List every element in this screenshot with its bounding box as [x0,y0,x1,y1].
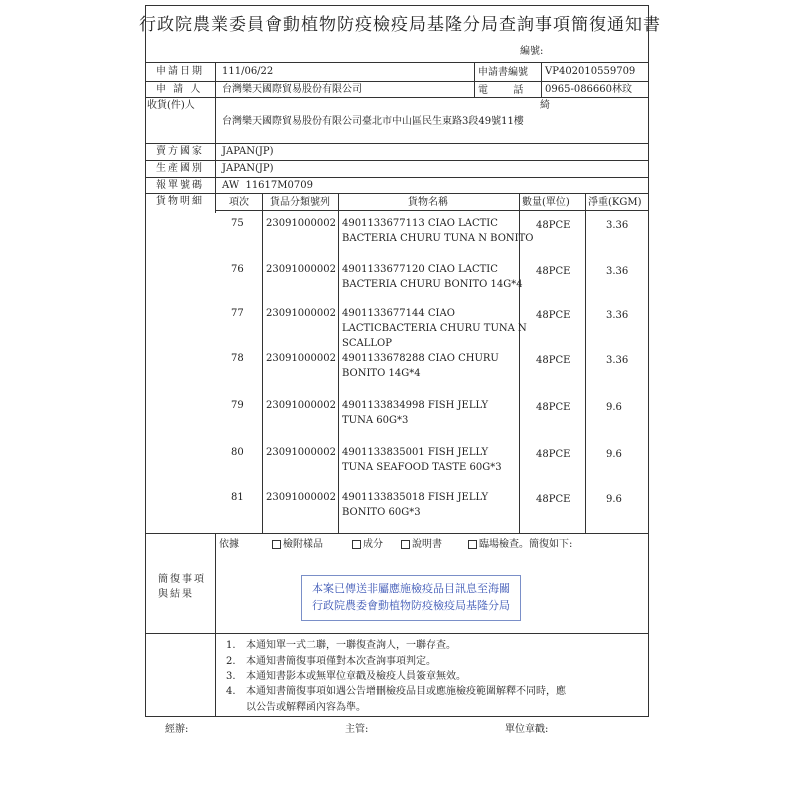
row-weight: 9.6 [606,494,622,505]
col-weight: 淨重(KGM) [588,197,642,208]
applicant-value: 台灣樂天國際貿易股份有限公司 [222,84,362,95]
rule [145,97,649,98]
row-item: 77 [231,308,244,319]
row-name-line-2: LACTICBACTERIA CHURU TUNA N [342,323,527,334]
goods-label: 貨物明細 [156,196,204,207]
row-item: 81 [231,492,244,503]
row-hs: 23091000002 [266,353,336,364]
rule [262,193,263,533]
app-no-value: VP402010559709 [545,66,636,77]
consignee-label: 收貨(件)人 [147,100,195,111]
row-name-line-2: BONITO 14G*4 [342,368,421,379]
rule [145,533,649,534]
row-weight: 3.36 [606,355,629,366]
row-hs: 23091000002 [266,447,336,458]
opt-inspection: 臨場檢查。簡復如下: [479,539,573,550]
row-weight: 3.36 [606,310,629,321]
rule [145,633,649,634]
consignee-value: 台灣樂天國際貿易股份有限公司臺北市中山區民生東路3段49號11樓 [222,116,524,127]
row-name-line-1: 4901133678288 CIAO CHURU [342,353,499,364]
origin-value: JAPAN(JP) [222,163,274,174]
rule [145,81,649,82]
row-qty: 48PCE [536,266,571,277]
serial-label: 編號: [520,46,544,57]
applicant-label: 申 請 人 [156,84,203,95]
rule [145,62,649,63]
app-no-label: 申請書編號 [478,67,528,78]
seller-value: JAPAN(JP) [222,146,274,157]
row-item: 76 [231,264,244,275]
row-name-line-1: 4901133677144 CIAO [342,308,455,319]
note-text: 本通知書簡復事項僅對本次查詢事項判定。 [246,656,436,667]
row-weight: 3.36 [606,220,629,231]
rule [541,62,542,97]
note-number: 1. [226,640,236,651]
row-qty: 48PCE [536,310,571,321]
checkbox-ingredient [352,540,361,549]
row-weight: 9.6 [606,402,622,413]
row-qty: 48PCE [536,220,571,231]
seal-label: 單位章戳: [505,724,549,735]
row-hs: 23091000002 [266,218,336,229]
row-name-line-1: 4901133677120 CIAO LACTIC [342,264,498,275]
row-weight: 9.6 [606,449,622,460]
rule [215,533,216,717]
row-item: 80 [231,447,244,458]
reply-label-1: 簡復事項 [158,574,206,585]
stamp-line-2: 行政院農委會動植物防疫檢疫局基隆分局 [312,599,510,612]
note-text: 本通知單一式二聯，一聯復查詢人，一聯存查。 [246,640,456,651]
row-name-line-2: TUNA SEAFOOD TASTE 60G*3 [342,462,502,473]
quarantine-stamp [301,575,521,621]
phone-value: 0965-086660林玟 [545,84,633,95]
col-item: 項次 [229,197,249,208]
col-hs: 貨品分類號列 [270,197,330,208]
rule [215,210,649,211]
row-qty: 48PCE [536,355,571,366]
apply-date-value: 111/06/22 [222,66,274,77]
row-name-line-2: BACTERIA CHURU TUNA N BONITO [342,233,534,244]
handler-label: 經辦: [165,724,189,735]
rule [145,193,649,194]
opt-ingredient: 成分 [363,539,383,550]
note-4-cont: 以公告或解釋函內容為準。 [246,702,366,713]
page-title: 行政院農業委員會動植物防疫檢疫局基隆分局查詢事項簡復通知書 [139,15,661,35]
origin-label: 生產國別 [156,163,204,174]
checkbox-sample [272,540,281,549]
row-weight: 3.36 [606,266,629,277]
basis-label: 依據 [219,539,239,550]
row-hs: 23091000002 [266,492,336,503]
checkbox-inspection [468,540,477,549]
row-qty: 48PCE [536,494,571,505]
rule [145,143,649,144]
note-text: 本通知書影本或無單位章戳及檢疫人員簽章無效。 [246,671,466,682]
row-name-line-2: BONITO 60G*3 [342,507,421,518]
row-qty: 48PCE [536,402,571,413]
note-number: 3. [226,671,236,682]
rule [338,193,339,533]
rule [145,160,649,161]
phone-label: 電 話 [478,85,524,96]
declaration-label: 報單號碼 [156,180,204,191]
row-name-line-1: 4901133835001 FISH JELLY [342,447,489,458]
row-hs: 23091000002 [266,264,336,275]
checkbox-manual [401,540,410,549]
rule [145,177,649,178]
rule [474,62,475,97]
row-name-line-1: 4901133835018 FISH JELLY [342,492,489,503]
declaration-value: AW 11617M0709 [222,180,313,191]
opt-manual: 說明書 [412,539,442,550]
row-item: 78 [231,353,244,364]
row-item: 79 [231,400,244,411]
row-name-line-1: 4901133677113 CIAO LACTIC [342,218,498,229]
row-name-line-2: TUNA 60G*3 [342,415,409,426]
apply-date-label: 申請日期 [156,66,204,77]
rule [215,62,216,213]
stamp-line-1: 本案已傳送非屬應施檢疫品目訊息至海關 [312,582,510,595]
row-qty: 48PCE [536,449,571,460]
note-text: 本通知書簡復事項如遇公告增刪檢疫品目或應施檢疫範圍解釋不同時，應 [246,686,566,697]
row-name-line-3: SCALLOP [342,338,392,349]
note-number: 4. [226,686,236,697]
row-name-line-2: BACTERIA CHURU BONITO 14G*4 [342,279,523,290]
note-number: 2. [226,656,236,667]
row-item: 75 [231,218,244,229]
supervisor-label: 主管: [345,724,369,735]
opt-sample: 檢附樣品 [283,539,323,550]
row-name-line-1: 4901133834998 FISH JELLY [342,400,489,411]
reply-label-2: 與結果 [158,589,194,600]
rule [585,193,586,533]
seller-label: 賣方國家 [156,146,204,157]
phone-value-cont: 綺 [540,100,550,111]
row-hs: 23091000002 [266,308,336,319]
col-name: 貨物名稱 [408,197,448,208]
col-qty: 數量(單位) [522,197,570,208]
row-hs: 23091000002 [266,400,336,411]
